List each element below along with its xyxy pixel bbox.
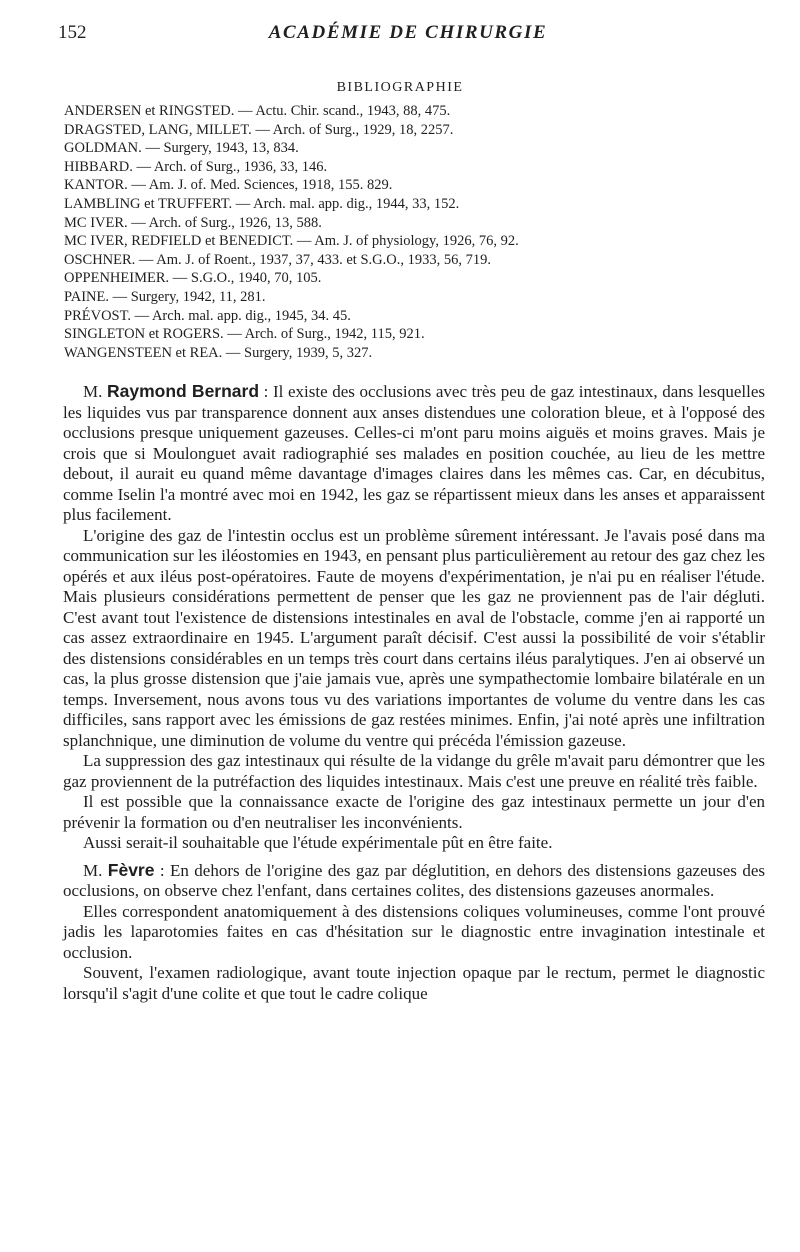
bibliography-entry: SINGLETON et ROGERS. — Arch. of Surg., 1942, 115, 921. bbox=[64, 326, 425, 343]
paragraph: Souvent, l'examen radiologique, avant toute injection opaque par le rectum, permet le diagnostic lorsqu'il s'agit d'une colite et que tout le cadre colique bbox=[63, 963, 765, 1003]
bibliography-title: BIBLIOGRAPHIE bbox=[336, 80, 464, 95]
paragraph: La suppression des gaz intestinaux qui résulte de la vidange du grêle m'avait paru démontrer que les gaz proviennent de la putréfaction des liquides intestinaux. Mais c'est une preuve en réalité très faible. bbox=[63, 751, 765, 791]
bibliography-entry: DRAGSTED, LANG, MILLET. — Arch. of Surg., 1929, 18, 2257. bbox=[64, 121, 454, 138]
paragraph: Aussi serait-il souhaitable que l'étude expérimentale pût en être faite. bbox=[83, 833, 553, 852]
speech-paragraph bbox=[63, 860, 765, 902]
paragraph-text: Il existe des occlusions avec très peu de gaz intestinaux, dans lesquelles les liquides vus par transparence donnent aux anses distendues une coloration bleue, et à l'opposé des occlusions presque uniquement gazeuses. Celles-ci m'ont paru moins aiguës et moins graves. Mais je crois que si Moulonguet avait radiographié ses malades en position couchée, au lieu de les mettre debout, il aurait eu quand même davantage d'images claires dans les mêmes cas. Car, en décubitus, comme Iselin l'a montré avec moi en 1942, les gaz se répartissent mieux dans les anses et apparaissent plus facilement. bbox=[63, 382, 765, 524]
bibliography-entry: PAINE. — Surgery, 1942, 11, 281. bbox=[64, 288, 266, 305]
bibliography-entry: OPPENHEIMER. — S.G.O., 1940, 70, 105. bbox=[64, 270, 322, 287]
speech-paragraph bbox=[63, 381, 765, 526]
page-header bbox=[58, 22, 758, 46]
speaker-prefix: M. bbox=[83, 382, 107, 401]
bibliography-entry: PRÉVOST. — Arch. mal. app. dig., 1945, 34. 45. bbox=[64, 307, 351, 324]
paragraph: Il est possible que la connaissance exacte de l'origine des gaz intestinaux permette un jour d'en prévenir la formation ou d'en neutraliser les inconvénients. bbox=[63, 792, 765, 832]
bibliography-entry: HIBBARD. — Arch. of Surg., 1936, 33, 146. bbox=[64, 158, 328, 175]
bibliography-entry: KANTOR. — Am. J. of. Med. Sciences, 1918, 155. 829. bbox=[64, 177, 393, 194]
bibliography-entry: MC IVER, REDFIELD et BENEDICT. — Am. J. of physiology, 1926, 76, 92. bbox=[64, 233, 519, 250]
speaker-name: Fèvre bbox=[107, 859, 155, 880]
bibliography-entry: WANGENSTEEN et REA. — Surgery, 1939, 5, 327. bbox=[64, 344, 373, 361]
bibliography-entry: GOLDMAN. — Surgery, 1943, 13, 834. bbox=[64, 140, 299, 157]
speaker-prefix: M. bbox=[83, 860, 108, 880]
bibliography-entry: MC IVER. — Arch. of Surg., 1926, 13, 588. bbox=[64, 214, 322, 231]
speaker-name: Raymond Bernard bbox=[106, 381, 260, 401]
running-title: ACADÉMIE DE CHIRURGIE bbox=[268, 22, 548, 43]
body-text bbox=[63, 381, 765, 1004]
paragraph-text: En dehors de l'origine des gaz par déglutition, en dehors des distensions gazeuses des occlusions, on observe chez l'enfant, dans certaines colites, des distensions gazeuses anormales. bbox=[63, 860, 765, 900]
speaker-separator: : bbox=[154, 860, 171, 880]
bibliography-entry: LAMBLING et TRUFFERT. — Arch. mal. app. dig., 1944, 33, 152. bbox=[64, 195, 460, 212]
bibliography-entry: ANDERSEN et RINGSTED. — Actu. Chir. scand., 1943, 88, 475. bbox=[64, 103, 451, 119]
paragraph: L'origine des gaz de l'intestin occlus est un problème sûrement intéressant. Je l'avais posé dans ma communication sur les iléostomies en 1943, en pensant plus particulièrement au retour des gaz chez les opérés et aux iléus post-opératoires. Faute de moyens d'expérimentation, je n'ai pu en réaliser l'étude. Mais plusieurs considérations permettent de penser que les gaz ne proviennent pas de l'air dégluti. C'est avant tout l'existence de distensions intestinales en aval de l'obstacle, comme j'en ai rapporté un cas assez extraordinaire en 1945. L'argument paraît décisif. C'est aussi la possibilité de voir s'établir des distensions considérables en un temps très court dans certains iléus paralytiques. J'en ai observé un cas, la plus grosse distension que j'aie jamais vue, après une sympathectomie lombaire bilatérale en un temps. Inversement, nous avons tous vu des variations importantes de volume du ventre dans les cas difficiles, sans rapport avec les émissions de gaz restées minimes. Enfin, j'ai noté après une infiltration splanchnique, une diminution de volume du ventre qui précéda l'émission gazeuse. bbox=[63, 525, 765, 750]
page-number: 152 bbox=[58, 22, 87, 43]
paragraph: Elles correspondent anatomiquement à des distensions coliques volumineuses, comme l'ont prouvé jadis les laparotomies faites en cas d'hésitation sur le diagnostic entre invagination intestinale et occlusion. bbox=[63, 901, 765, 962]
bibliography-entry: OSCHNER. — Am. J. of Roent., 1937, 37, 433. et S.G.O., 1933, 56, 719. bbox=[64, 251, 491, 268]
bibliography-list bbox=[64, 102, 764, 362]
speaker-separator: : bbox=[259, 382, 273, 401]
